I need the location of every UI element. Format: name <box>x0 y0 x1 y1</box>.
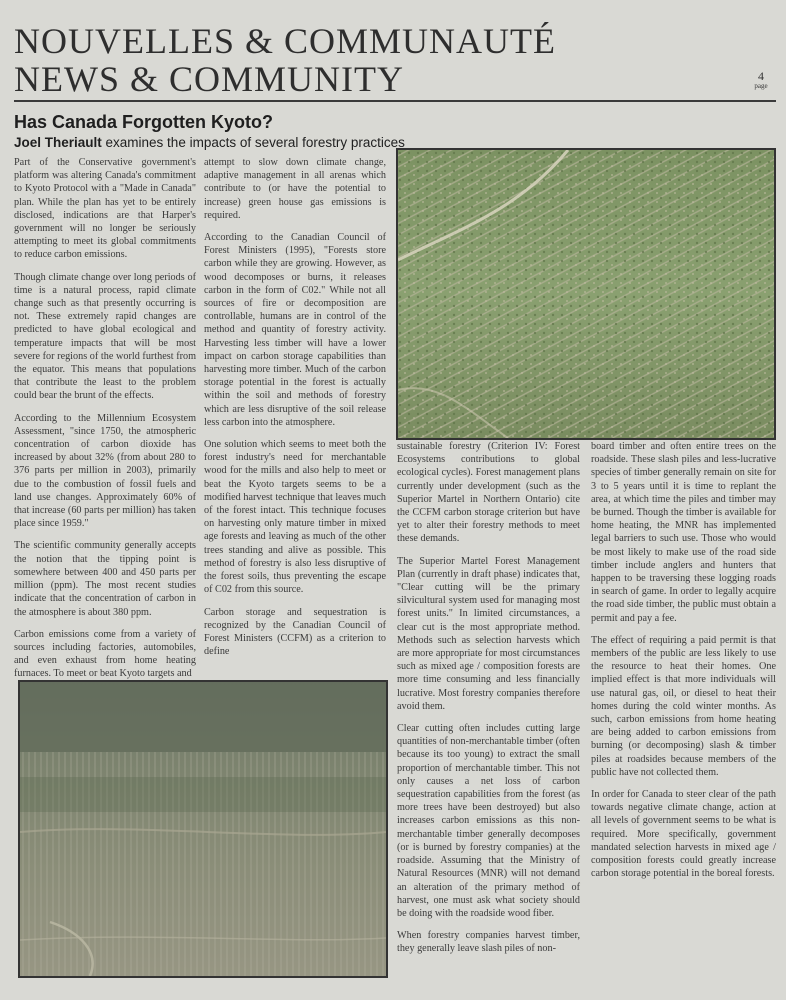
paragraph: According to the Millennium Ecosystem Assessment, "since 1750, the atmospheric concentration of carbon dioxide has increased by about 32% (from about 280 to 376 parts per million in 2003), primarily due to the combustion of fossil fuels and land use changes. Approximately 60% of that increase (60 parts per million) has taken place since 1959." <box>14 412 196 530</box>
article-column-4 <box>591 440 776 890</box>
page-number-value: 4 <box>758 69 764 83</box>
clearcut-photo-graphic <box>398 150 774 438</box>
paragraph: attempt to slow down climate change, adaptive management in all arenas which contribute to (or have the potential to increase) green house gas emissions is required. <box>204 157 386 221</box>
paragraph: Though climate change over long periods of time is a natural process, rapid climate change such as that presently occurring is not. These extremely rapid changes are predicted to have global ecological and temperature impacts that will be most severe for regions of the world furthest from the equator. This means that populations that contribute the least to the problem could bear the brunt of the effects. <box>14 271 196 402</box>
paragraph: According to the Canadian Council of Forest Ministers (1995), "Forests store carbon while they are growing. However, as wood decomposes or burns, it releases carbon in the form of C02." While not all sources of fire or decomposition are controllable, humans are in control of the method and quantity of forestry activity. Harvesting less timber will have a lower impact on carbon storage capabilities than harvesting more timber. Much of the carbon storage potential in the forest is actually within the soil and methods of forestry which are less disruptive of the soil release less carbon into the atmosphere. <box>204 232 386 428</box>
paragraph: Part of the Conservative government's platform was altering Canada's commitment to Kyoto Protocol with a "Made in Canada" plan. While the plan has yet to be entirely disclosed, indications are that Harper's government will no longer be seriously attempting to meet its global commitments to reduce carbon emissions. <box>14 157 196 261</box>
article-column-1 <box>14 156 196 690</box>
paragraph: In order for Canada to steer clear of the path towards negative climate change, action at all levels of government seems to be what is required. More specifically, government mandated selection harvests in mixed age / composition forests could greatly increase carbon storage potential in the boreal forests. <box>591 789 776 880</box>
paragraph: One solution which seems to meet both the forest industry's need for merchantable wood for the mills and also help to meet or beat the Kyoto targets seems to be a modified harvest technique that leaves much of the forest intact. This technique focuses on harvesting only mature timber in mixed age forests and leaving as much of the other trees standing and alive as possible. This method of forestry is also less disruptive of the forest soils, thus preventing the escape of C02 from this source. <box>204 439 386 596</box>
paragraph: When forestry companies harvest timber, they generally leave slash piles of non- <box>397 930 580 955</box>
paragraph: sustainable forestry (Criterion IV: Forest Ecosystems contributions to global ecological cycles). Forest management plans currently under development (such as the Superior Martel in Northern Ontario) cite the CCFM carbon storage criterion but have yet to alter their forestry methods to meet these demands. <box>397 441 580 545</box>
forest-photo-graphic <box>20 682 386 976</box>
page-number-label: page <box>754 82 768 90</box>
article-column-3 <box>397 440 580 965</box>
paragraph: board timber and often entire trees on the roadside. These slash piles and less-lucrative species of timber generally remain on site for 3 to 5 years until it is time to replant the area, at which time the piles and timber may be burned. Though the timber is available for home heating, the MNR has implemented legal barriers to such use. Those who would be most likely to make use of the road side timber include anglers and hunters that happen to be traversing these logging roads in search of game. In order to legally acquire the road side timber, the public must obtain a permit and pay a fee. <box>591 441 776 624</box>
paragraph: Clear cutting often includes cutting large quantities of non-merchantable timber (often because its too young) to extract the small proportion of merchantable timber. This not only causes a net loss of carbon sequestration capabilities from the forest (as more trees have been destroyed) but also increases carbon emissions as this non-merchantable timber generally decomposes (or is burned by forestry companies) at the roadside. Assuming that the Ministry of Natural Resources (MNR) will not demand an alteration of the primary method of harvest, one must ask what society should be doing with the roadside wood fiber. <box>397 723 580 919</box>
masthead <box>14 22 754 98</box>
article-column-2 <box>204 156 386 667</box>
paragraph: The scientific community generally accepts the notion that the tipping point is somewhere between 400 and 450 parts per million (ppm). The most recent studies indicate that the concentration of carbon in the atmosphere is about 380 ppm. <box>14 540 196 618</box>
article-byline <box>14 135 405 150</box>
masthead-english: NEWS & COMMUNITY <box>14 59 404 99</box>
article-headline: Has Canada Forgotten Kyoto? <box>14 112 274 132</box>
masthead-french: NOUVELLES & COMMUNAUTÉ <box>14 21 556 61</box>
paragraph: Carbon emissions come from a variety of sources including factories, automobiles, and even exhaust from home heating furnaces. To meet or beat Kyoto targets and <box>14 628 196 680</box>
masthead-rule <box>14 100 776 102</box>
byline-description: examines the impacts of several forestry practices <box>101 135 405 150</box>
paragraph: The effect of requiring a paid permit is that members of the public are less likely to use the resource to heat their homes. One implied effect is that more individuals will use natural gas, oil, or diesel to heat their homes during the cold winter months. As such, carbon emissions from home heating are being added to carbon emissions from burning (or decomposing) slash & timber piles at roadsides because members of the public have not collected them. <box>591 634 776 778</box>
forest-edge-photo <box>18 680 388 978</box>
paragraph: The Superior Martel Forest Management Plan (currently in draft phase) indicates that, "Clear cutting will be the primary silvicultural system used for managing most forest units." In limited circumstances, a clear cut is the most appropriate method. Methods such as selection harvests which are more appropriate for most circumstances such as mixed age / composition forests are more time consuming and less financially lucrative. Most forestry companies therefore avoid them. <box>397 555 580 712</box>
byline-author: Joel Theriault <box>14 135 102 150</box>
page-number <box>748 70 774 90</box>
paragraph: Carbon storage and sequestration is recognized by the Canadian Council of Forest Ministers (CCFM) as a criterion to define <box>204 606 386 658</box>
clearcut-aerial-photo <box>396 148 776 440</box>
